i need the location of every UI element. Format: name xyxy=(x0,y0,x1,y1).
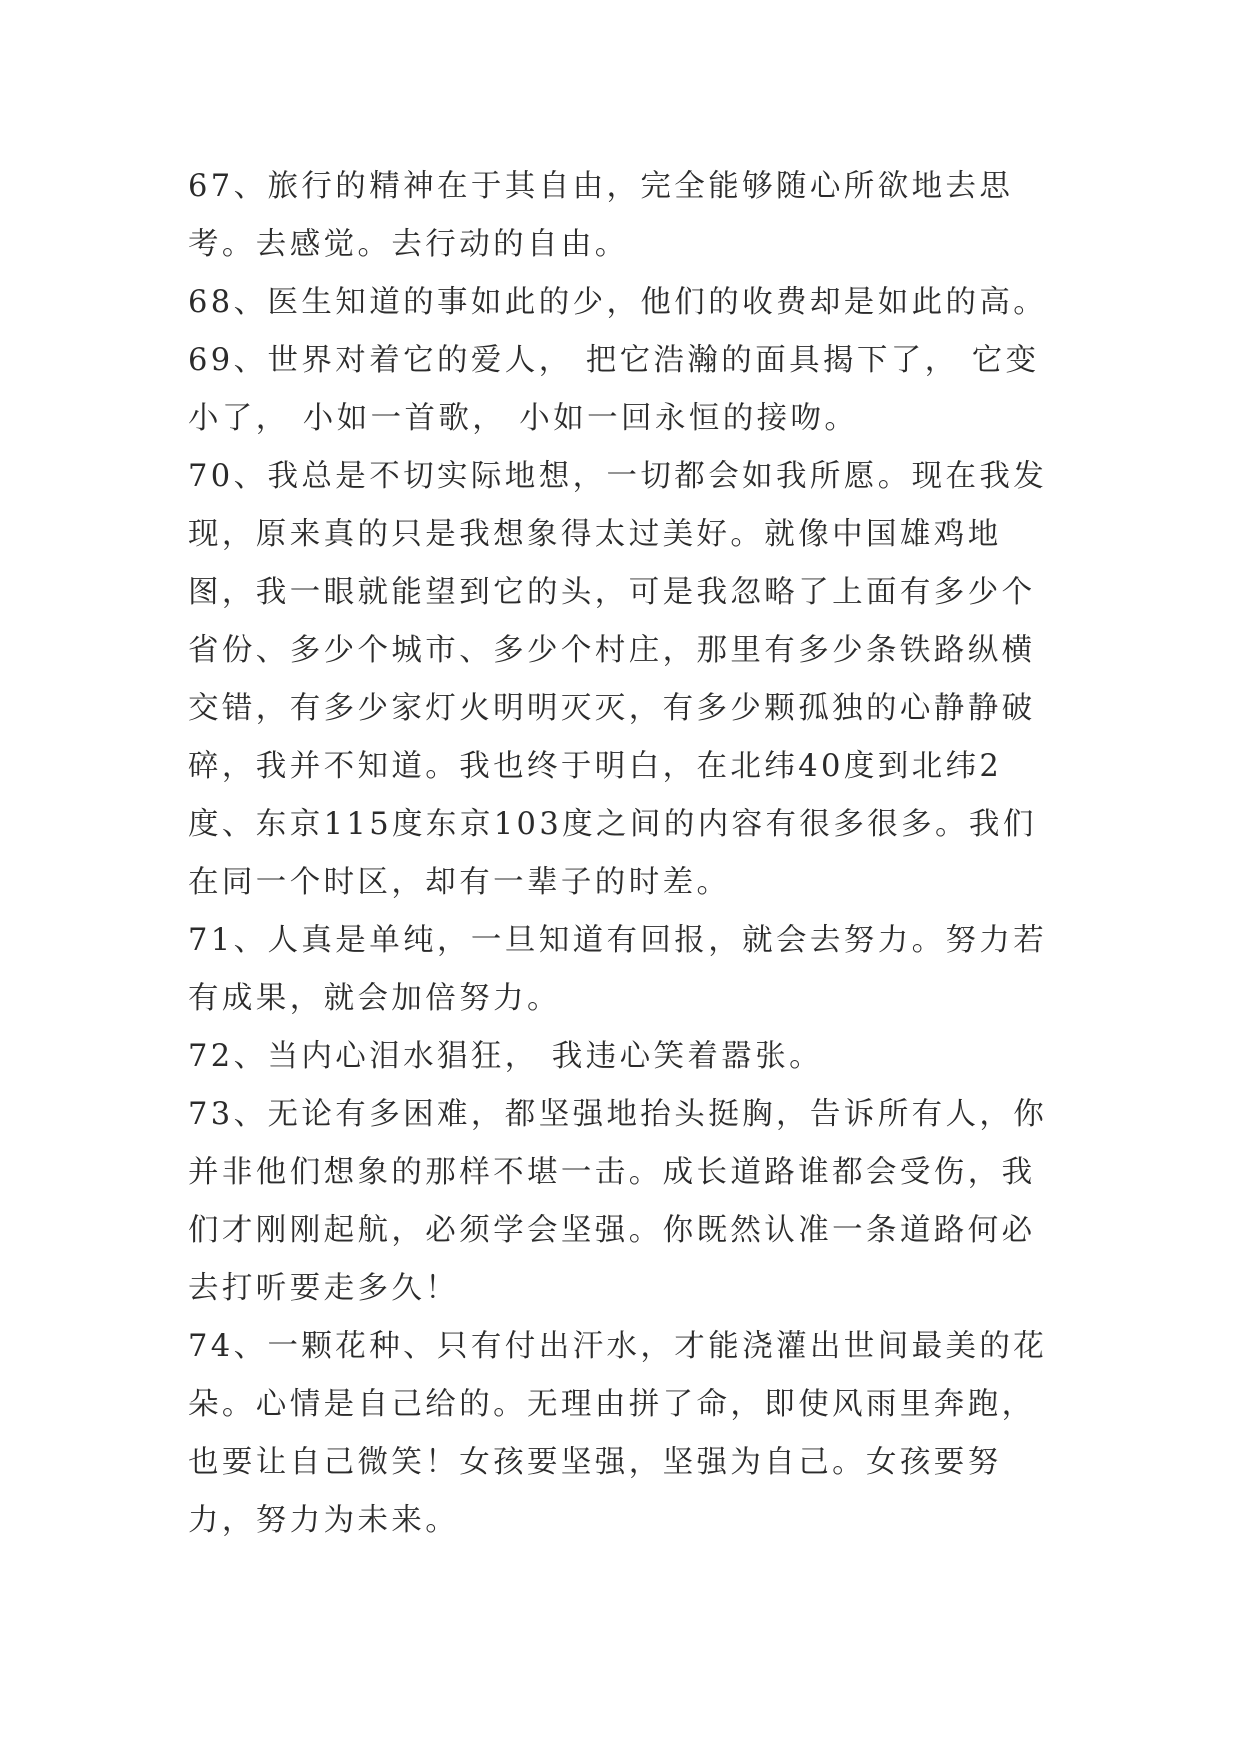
paragraph-67: 67、旅行的精神在于其自由，完全能够随心所欲地去思考。去感觉。去行动的自由。 xyxy=(188,169,1014,262)
paragraph-68: 68、医生知道的事如此的少，他们的收费却是如此的高。 xyxy=(188,285,1048,320)
paragraph-72: 72、当内心泪水猖狂， 我违心笑着嚣张。 xyxy=(188,1039,824,1074)
paragraph-71: 71、人真是单纯，一旦知道有回报，就会去努力。努力若有成果，就会加倍努力。 xyxy=(188,923,1048,1016)
document-body xyxy=(188,158,1058,1550)
paragraph-74: 74、一颗花种、只有付出汗水，才能浇灌出世间最美的花朵。心情是自己给的。无理由拼了命，即使风雨里奔跑，也要让自己微笑！女孩要坚强，坚强为自己。女孩要努力，努力为未来。 xyxy=(188,1329,1048,1538)
paragraph-70: 70、我总是不切实际地想，一切都会如我所愿。现在我发现，原来真的只是我想象得太过美好。就像中国雄鸡地图，我一眼就能望到它的头，可是我忽略了上面有多少个省份、多少个城市、多少个村庄，那里有多少条铁路纵横交错，有多少家灯火明明灭灭，有多少颗孤独的心静静破碎，我并不知道。我也终于明白，在北纬40度到北纬2度、东京115度东京103度之间的内容有很多很多。我们在同一个时区，却有一辈子的时差。 xyxy=(188,459,1048,900)
paragraph-73: 73、无论有多困难，都坚强地抬头挺胸，告诉所有人，你并非他们想象的那样不堪一击。成长道路谁都会受伤，我们才刚刚起航，必须学会坚强。你既然认准一条道路何必去打听要走多久！ xyxy=(188,1097,1048,1306)
paragraph-69: 69、世界对着它的爱人， 把它浩瀚的面具揭下了， 它变小了， 小如一首歌， 小如一回永恒的接吻。 xyxy=(188,343,1040,436)
